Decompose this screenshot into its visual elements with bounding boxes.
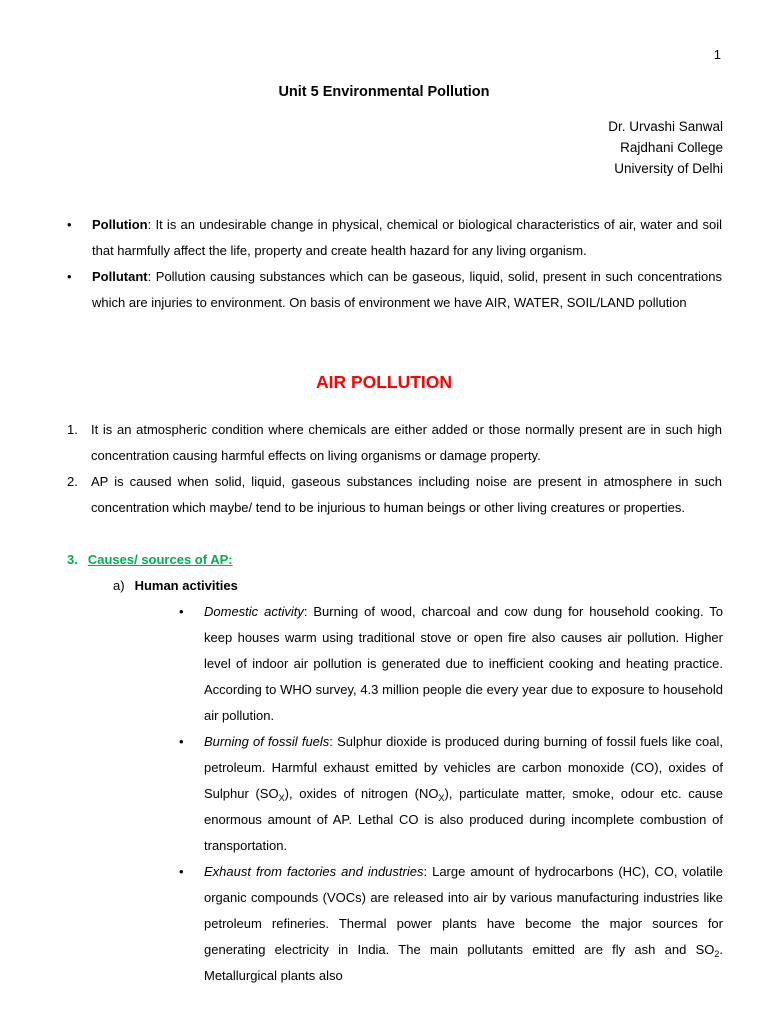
author-college: Rajdhani College	[620, 140, 723, 155]
bullet-icon: •	[67, 269, 72, 284]
item-number: 2.	[67, 474, 78, 489]
causes-heading	[67, 547, 233, 573]
subsection-letter: a)	[113, 578, 125, 593]
author-university: University of Delhi	[614, 161, 723, 176]
list-item	[67, 469, 722, 521]
author-name: Dr. Urvashi Sanwal	[608, 119, 723, 134]
subsection-heading	[113, 573, 238, 599]
numbered-points	[67, 417, 722, 521]
definitions-list	[67, 212, 722, 316]
activity-term: Burning of fossil fuels	[204, 734, 330, 749]
page-number: 1	[713, 47, 721, 62]
definition-term: Pollutant	[92, 269, 148, 284]
activity-text: ), particulate matter, smoke, odour etc. cause enormous amount of AP. Lethal CO is also produced during incomplete combustion of transportation.	[204, 786, 723, 853]
bullet-icon: •	[67, 217, 72, 232]
bullet-icon: •	[179, 734, 184, 749]
author-block	[608, 116, 723, 179]
activity-term: Exhaust from factories and industries	[204, 864, 424, 879]
definition-text: : Pollution causing substances which can be gaseous, liquid, solid, present in such concentrations which are injuries to environment. On basis of environment we have AIR, WATER, SOIL/LAND pollution	[92, 269, 722, 310]
activity-term: Domestic activity	[204, 604, 304, 619]
causes-label: Causes/ sources of AP:	[87, 552, 233, 567]
subscript: 2	[714, 949, 720, 959]
causes-number: 3.	[67, 552, 78, 567]
activity-text: . Metallurgical plants also	[204, 942, 723, 983]
activity-item-factories	[179, 859, 723, 989]
definition-item-pollutant	[67, 264, 722, 316]
definition-item-pollution	[67, 212, 722, 264]
activity-text: : Burning of wood, charcoal and cow dung for household cooking. To keep houses warm using traditional stove or open fire also causes air pollution. Higher level of indoor air pollution is generated due to inefficient cooking and heating practice. According to WHO survey, 4.3 million people die every year due to exposure to household air pollution.	[204, 604, 723, 723]
subscript: X	[438, 793, 445, 803]
activities-list	[179, 599, 723, 989]
activity-item-domestic	[179, 599, 723, 729]
section-heading: AIR POLLUTION	[315, 372, 453, 392]
document-title: Unit 5 Environmental Pollution	[278, 84, 490, 100]
activity-item-fossil-fuels	[179, 729, 723, 859]
subsection-label: Human activities	[134, 578, 238, 593]
item-number: 1.	[67, 422, 78, 437]
definition-term: Pollution	[92, 217, 148, 232]
definition-text: : It is an undesirable change in physical, chemical or biological characteristics of air, water and soil that harmfully affect the life, property and create health hazard for any living organism.	[92, 217, 722, 258]
activity-text: : Large amount of hydrocarbons (HC), CO, volatile organic compounds (VOCs) are released into air by various manufacturing industries like petroleum refineries. Thermal power plants have become the major sources for generating electricity in India. The main pollutants emitted are fly ash and SO	[204, 864, 723, 957]
activity-text: : Sulphur dioxide is produced during burning of fossil fuels like coal, petroleum. Harmful exhaust emitted by vehicles are carbon monoxide (CO), oxides of Sulphur (SO	[204, 734, 723, 801]
bullet-icon: •	[179, 604, 184, 619]
item-text: It is an atmospheric condition where chemicals are either added or those normally present are in such high concentration causing harmful effects on living organisms or damage property.	[91, 422, 722, 463]
activity-text: ), oxides of nitrogen (NO	[284, 786, 439, 801]
item-text: AP is caused when solid, liquid, gaseous substances including noise are present in atmosphere in such concentration which maybe/ tend to be injurious to human beings or other living creatures or properties.	[91, 474, 722, 515]
bullet-icon: •	[179, 864, 184, 879]
list-item	[67, 417, 722, 469]
subscript: X	[278, 793, 285, 803]
